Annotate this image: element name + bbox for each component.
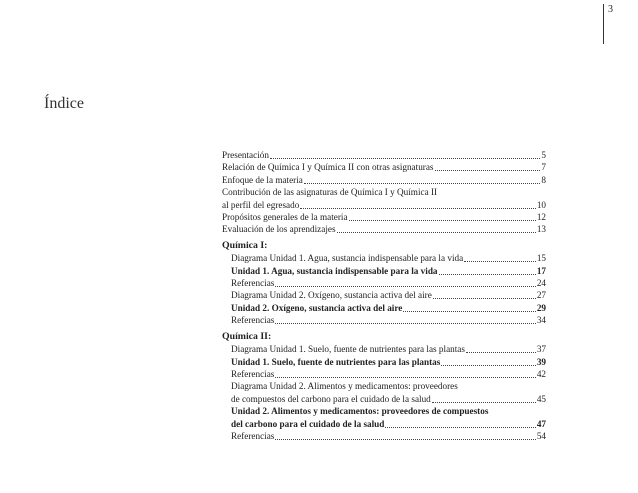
toc-entry-label: Unidad 2. Oxígeno, sustancia activa del aire bbox=[231, 302, 403, 313]
toc-entry[interactable] bbox=[222, 343, 546, 355]
toc-entry-relacion[interactable] bbox=[222, 161, 546, 173]
toc-entry-page: 12 bbox=[536, 212, 546, 223]
toc-entry-page: 47 bbox=[536, 418, 546, 429]
toc-entry-contribucion[interactable] bbox=[222, 199, 546, 211]
toc-entry-label: Referencias bbox=[231, 430, 275, 441]
toc-entry-line1: Unidad 2. Alimentos y medicamentos: proveedores de compuestos bbox=[231, 406, 489, 417]
toc-entry[interactable] bbox=[222, 368, 546, 380]
dot-leader bbox=[300, 200, 536, 209]
dot-leader bbox=[337, 224, 536, 233]
toc-entry-page: 54 bbox=[536, 430, 546, 441]
toc-entry-presentacion[interactable] bbox=[222, 149, 546, 161]
toc-entry[interactable] bbox=[222, 418, 546, 430]
toc-heading: Índice bbox=[44, 95, 84, 112]
toc-entry-contribucion-line1: Contribución de las asignaturas de Química I y Química II bbox=[222, 187, 438, 198]
toc-entry-label: Unidad 1. Agua, sustancia indispensable para la vida bbox=[231, 265, 438, 276]
table-of-contents bbox=[222, 149, 546, 442]
toc-entry[interactable] bbox=[222, 430, 546, 442]
toc-entry-page: 17 bbox=[536, 265, 546, 276]
toc-entry-page: 45 bbox=[536, 393, 546, 404]
dot-leader bbox=[270, 150, 540, 159]
dot-leader bbox=[433, 290, 536, 299]
toc-entry[interactable] bbox=[222, 302, 546, 314]
toc-entry-page: 42 bbox=[536, 368, 546, 379]
dot-leader bbox=[275, 315, 535, 324]
toc-entry-label: Enfoque de la materia bbox=[222, 174, 303, 185]
section-title-quimica-1: Química I: bbox=[222, 239, 268, 251]
dot-leader bbox=[304, 175, 541, 184]
toc-entry-label: Referencias bbox=[231, 368, 275, 379]
toc-entry-page: 29 bbox=[536, 302, 546, 313]
toc-entry-label: Referencias bbox=[231, 278, 275, 289]
toc-entry-label: Evaluación de los aprendizajes bbox=[222, 224, 336, 235]
toc-entry[interactable] bbox=[222, 289, 546, 301]
toc-entry-label: Diagrama Unidad 1. Suelo, fuente de nutrientes para las plantas bbox=[231, 344, 465, 355]
toc-entry[interactable] bbox=[222, 356, 546, 368]
toc-entry-label: del carbono para el cuidado de la salud bbox=[231, 418, 385, 429]
dot-leader bbox=[275, 431, 535, 440]
toc-entry-line1: Diagrama Unidad 2. Alimentos y medicamentos: proveedores bbox=[231, 381, 458, 392]
dot-leader bbox=[275, 369, 535, 378]
dot-leader bbox=[435, 162, 541, 171]
toc-entry-page: 10 bbox=[536, 199, 546, 210]
toc-entry[interactable] bbox=[222, 277, 546, 289]
toc-entry-page: 5 bbox=[541, 150, 546, 160]
toc-entry-enfoque[interactable] bbox=[222, 174, 546, 186]
toc-entry-page: 13 bbox=[536, 224, 546, 235]
toc-entry-label: Referencias bbox=[231, 315, 275, 326]
toc-entry-page: 8 bbox=[541, 174, 546, 185]
toc-entry[interactable] bbox=[222, 393, 546, 405]
toc-entry-label: de compuestos del carbono para el cuidado de la salud bbox=[231, 393, 431, 404]
toc-entry-page: 24 bbox=[536, 278, 546, 289]
dot-leader bbox=[439, 266, 536, 275]
toc-entry-propositos[interactable] bbox=[222, 211, 546, 223]
dot-leader bbox=[441, 357, 536, 366]
toc-entry[interactable] bbox=[222, 314, 546, 326]
toc-entry[interactable] bbox=[222, 265, 546, 277]
toc-entry-label: Relación de Química I y Química II con otras asignaturas bbox=[222, 162, 434, 173]
toc-entry-page: 7 bbox=[541, 162, 546, 173]
toc-entry-page: 37 bbox=[536, 344, 546, 355]
dot-leader bbox=[432, 394, 536, 403]
dot-leader bbox=[275, 278, 535, 287]
toc-entry-label: Presentación bbox=[222, 150, 269, 160]
dot-leader bbox=[403, 303, 535, 312]
toc-entry-page: 34 bbox=[536, 315, 546, 326]
toc-entry-label: Diagrama Unidad 2. Oxígeno, sustancia activa del aire bbox=[231, 290, 432, 301]
toc-entry-page: 15 bbox=[536, 253, 546, 264]
dot-leader bbox=[349, 212, 536, 221]
toc-entry-label: Diagrama Unidad 1. Agua, sustancia indispensable para la vida bbox=[231, 253, 464, 264]
dot-leader bbox=[466, 344, 536, 353]
toc-entry-label: al perfil del egresado bbox=[222, 199, 300, 210]
dot-leader bbox=[464, 253, 536, 262]
toc-entry-page: 39 bbox=[536, 356, 546, 367]
dot-leader bbox=[385, 419, 535, 428]
toc-entry-label: Propósitos generales de la materia bbox=[222, 212, 348, 223]
toc-entry-page: 27 bbox=[536, 290, 546, 301]
section-title-quimica-2: Química II: bbox=[222, 330, 272, 342]
page-number: 3 bbox=[603, 4, 613, 44]
toc-entry[interactable] bbox=[222, 252, 546, 264]
toc-entry-evaluacion[interactable] bbox=[222, 223, 546, 235]
toc-entry-label: Unidad 1. Suelo, fuente de nutrientes para las plantas bbox=[231, 356, 441, 367]
